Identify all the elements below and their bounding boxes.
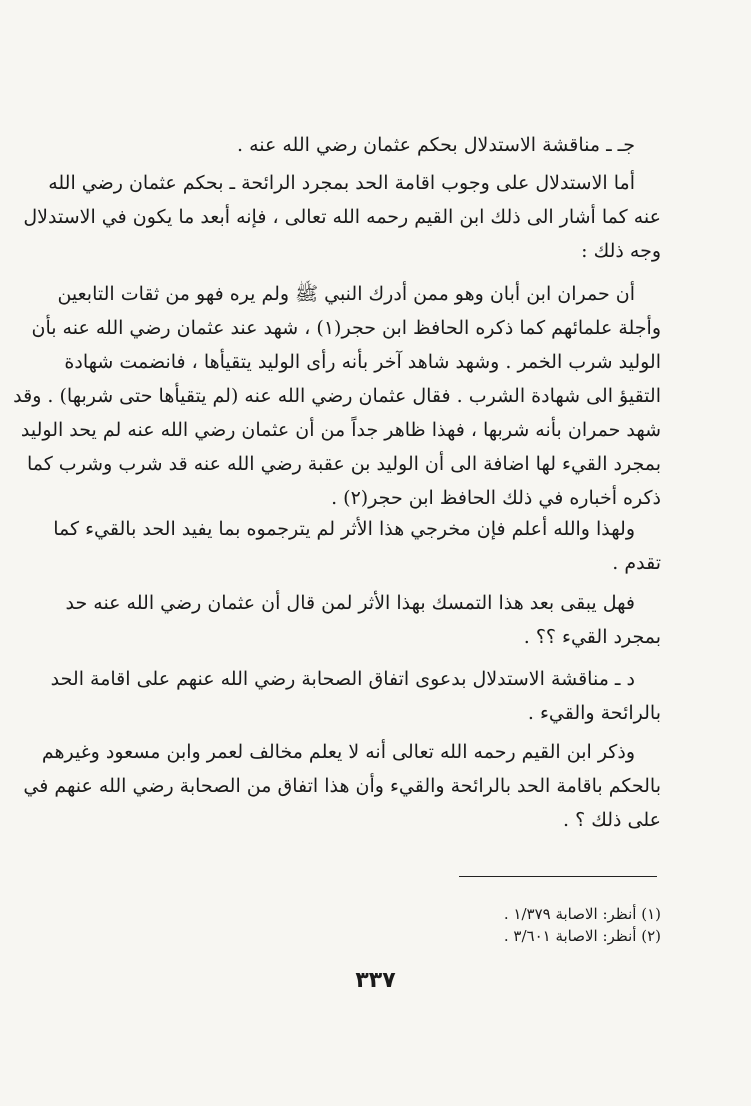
- footnote-separator: [459, 876, 657, 877]
- text-line: ذكره أخباره في ذلك الحافظ ابن حجر(٢) .: [331, 487, 661, 509]
- text-line: فهل يبقى بعد هذا التمسك بهذا الأثر لمن قال أن عثمان رضي الله عنه حد: [65, 592, 635, 614]
- text-line: شهد حمران بأنه شربها ، فهذا ظاهر جداً من أن عثمان رضي الله عنه لم يحد الوليد: [20, 419, 661, 441]
- text-line: وذكر ابن القيم رحمه الله تعالى أنه لا يعلم مخالف لعمر وابن مسعود وغيرهم: [41, 741, 635, 763]
- paragraph: [23, 735, 661, 837]
- paragraph: [65, 586, 661, 654]
- text-line: بمجرد القيء لها اضافة الى أن الوليد بن عقبة رضي الله عنه قد شرب وشرب كما: [26, 453, 661, 475]
- text-line: أما الاستدلال على وجوب اقامة الحد بمجرد الرائحة ـ بحكم عثمان رضي الله: [48, 172, 635, 194]
- paragraph: [13, 277, 661, 515]
- text-line: وجه ذلك :: [581, 240, 661, 262]
- text-line: بمجرد القيء ؟؟ .: [523, 626, 661, 648]
- footnotes: [95, 903, 661, 947]
- text-line: على ذلك ؟ .: [563, 809, 661, 831]
- paragraph: [53, 512, 661, 580]
- text-line: أن حمران ابن أبان وهو ممن أدرك النبي ﷺ ولم يره فهو من ثقات التابعين: [57, 283, 635, 305]
- text-line: ولهذا والله أعلم فإن مخرجي هذا الأثر لم يترجموه بما يفيد الحد بالقيء كما: [53, 518, 635, 540]
- text-line: التقيؤ الى شهادة الشرب . فقال عثمان رضي الله عنه (لم يتقيأها حتى شربها) . وقد: [13, 385, 661, 407]
- section-heading-dal: [50, 662, 661, 730]
- text-line: بالرائحة والقيء .: [527, 702, 661, 724]
- text-line: بالحكم باقامة الحد بالرائحة والقيء وأن هذا اتفاق من الصحابة رضي الله عنهم في: [23, 775, 661, 797]
- text-line: وأجلة علمائهم كما ذكره الحافظ ابن حجر(١) ، شهد عند عثمان رضي الله عنه بأن: [31, 317, 661, 339]
- paragraph: [23, 166, 661, 268]
- text-line: عنه كما أشار الى ذلك ابن القيم رحمه الله تعالى ، فإنه أبعد ما يكون في الاستدلال: [23, 206, 661, 228]
- text-line: تقدم .: [612, 552, 661, 574]
- page-number: ٣٣٧: [355, 968, 396, 993]
- section-heading-jeem: [95, 128, 661, 162]
- text-line: د ـ مناقشة الاستدلال بدعوى اتفاق الصحابة رضي الله عنهم على اقامة الحد: [50, 668, 635, 690]
- text-line: الوليد شرب الخمر . وشهد شاهد آخر بأنه رأى الوليد يتقيأها ، فانضمت شهادة: [64, 351, 661, 373]
- text-line: جـ ـ مناقشة الاستدلال بحكم عثمان رضي الله عنه .: [236, 134, 635, 156]
- footnote-2: (٢) أنظر: الاصابة ٣/٦٠١ .: [503, 927, 661, 945]
- footnote-1: (١) أنظر: الاصابة ١/٣٧٩ .: [503, 905, 661, 923]
